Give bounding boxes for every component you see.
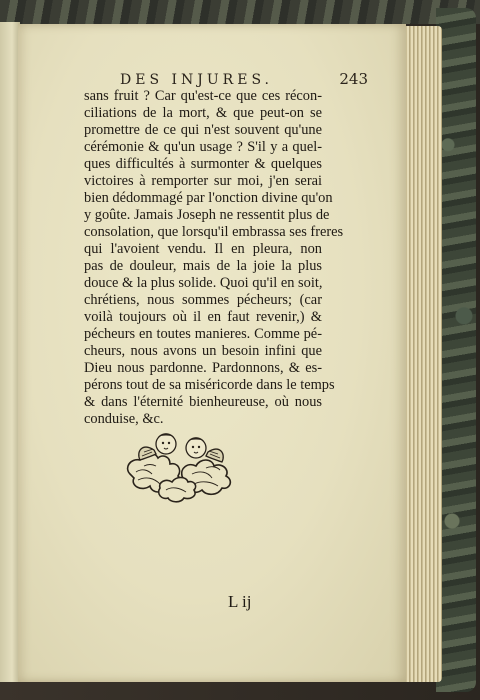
text-line: sans fruit ? Car qu'est-ce que ces récon- [84,88,322,104]
text-line: cheurs, nous avons un besoin infini que [84,343,322,359]
text-line: pécheurs en toutes manieres. Comme pé- [84,326,322,342]
previous-page-edge [0,22,20,682]
body-text [84,88,344,428]
text-line: douce & la plus solide. Quoi qu'il en soit, [84,275,323,291]
text-line: y goûte. Jamais Joseph ne ressentit plus de [84,207,330,223]
page-number: 243 [339,70,368,88]
text-line: ciliations de la mort, & que peut-on se [84,105,322,121]
text-line: pérons tout de sa miséricorde dans le temps [84,377,335,393]
text-line: & dans l'éternité bienheureuse, où nous [84,394,322,410]
text-line-last: conduise, &c. [84,411,164,427]
page-stack-edge [402,26,442,682]
text-line: bien dédommagé par l'onction divine qu'on [84,190,333,206]
text-line: victoires à remporter sur moi, j'en serai [84,173,322,189]
text-line: Dieu nous pardonne. Pardonnons, & es- [84,360,322,376]
running-head: DES INJURES. [120,72,273,88]
book-page [18,24,406,682]
cherub-cloud-vignette-icon [122,428,240,504]
text-line: pas de douleur, mais de la joie la plus [84,258,322,274]
text-line: cérémonie & qu'un usage ? S'il y a quel- [84,139,322,155]
text-line: consolation, que lorsqu'il embrassa ses freres [84,224,344,240]
signature-mark: L ij [228,592,252,611]
book-cover-edge [436,8,476,692]
text-line: qui l'avoient vendu. Il en pleura, non [84,241,322,257]
text-line: ques difficultés à surmonter & quelques [84,156,322,172]
text-line: voilà toujours où il en faut revenir,) & [84,309,322,325]
text-line: chrétiens, nous sommes pécheurs; (car [84,292,322,308]
book-cover-top [0,0,480,24]
text-line: promettre de ce qui n'est souvent qu'une [84,122,322,138]
